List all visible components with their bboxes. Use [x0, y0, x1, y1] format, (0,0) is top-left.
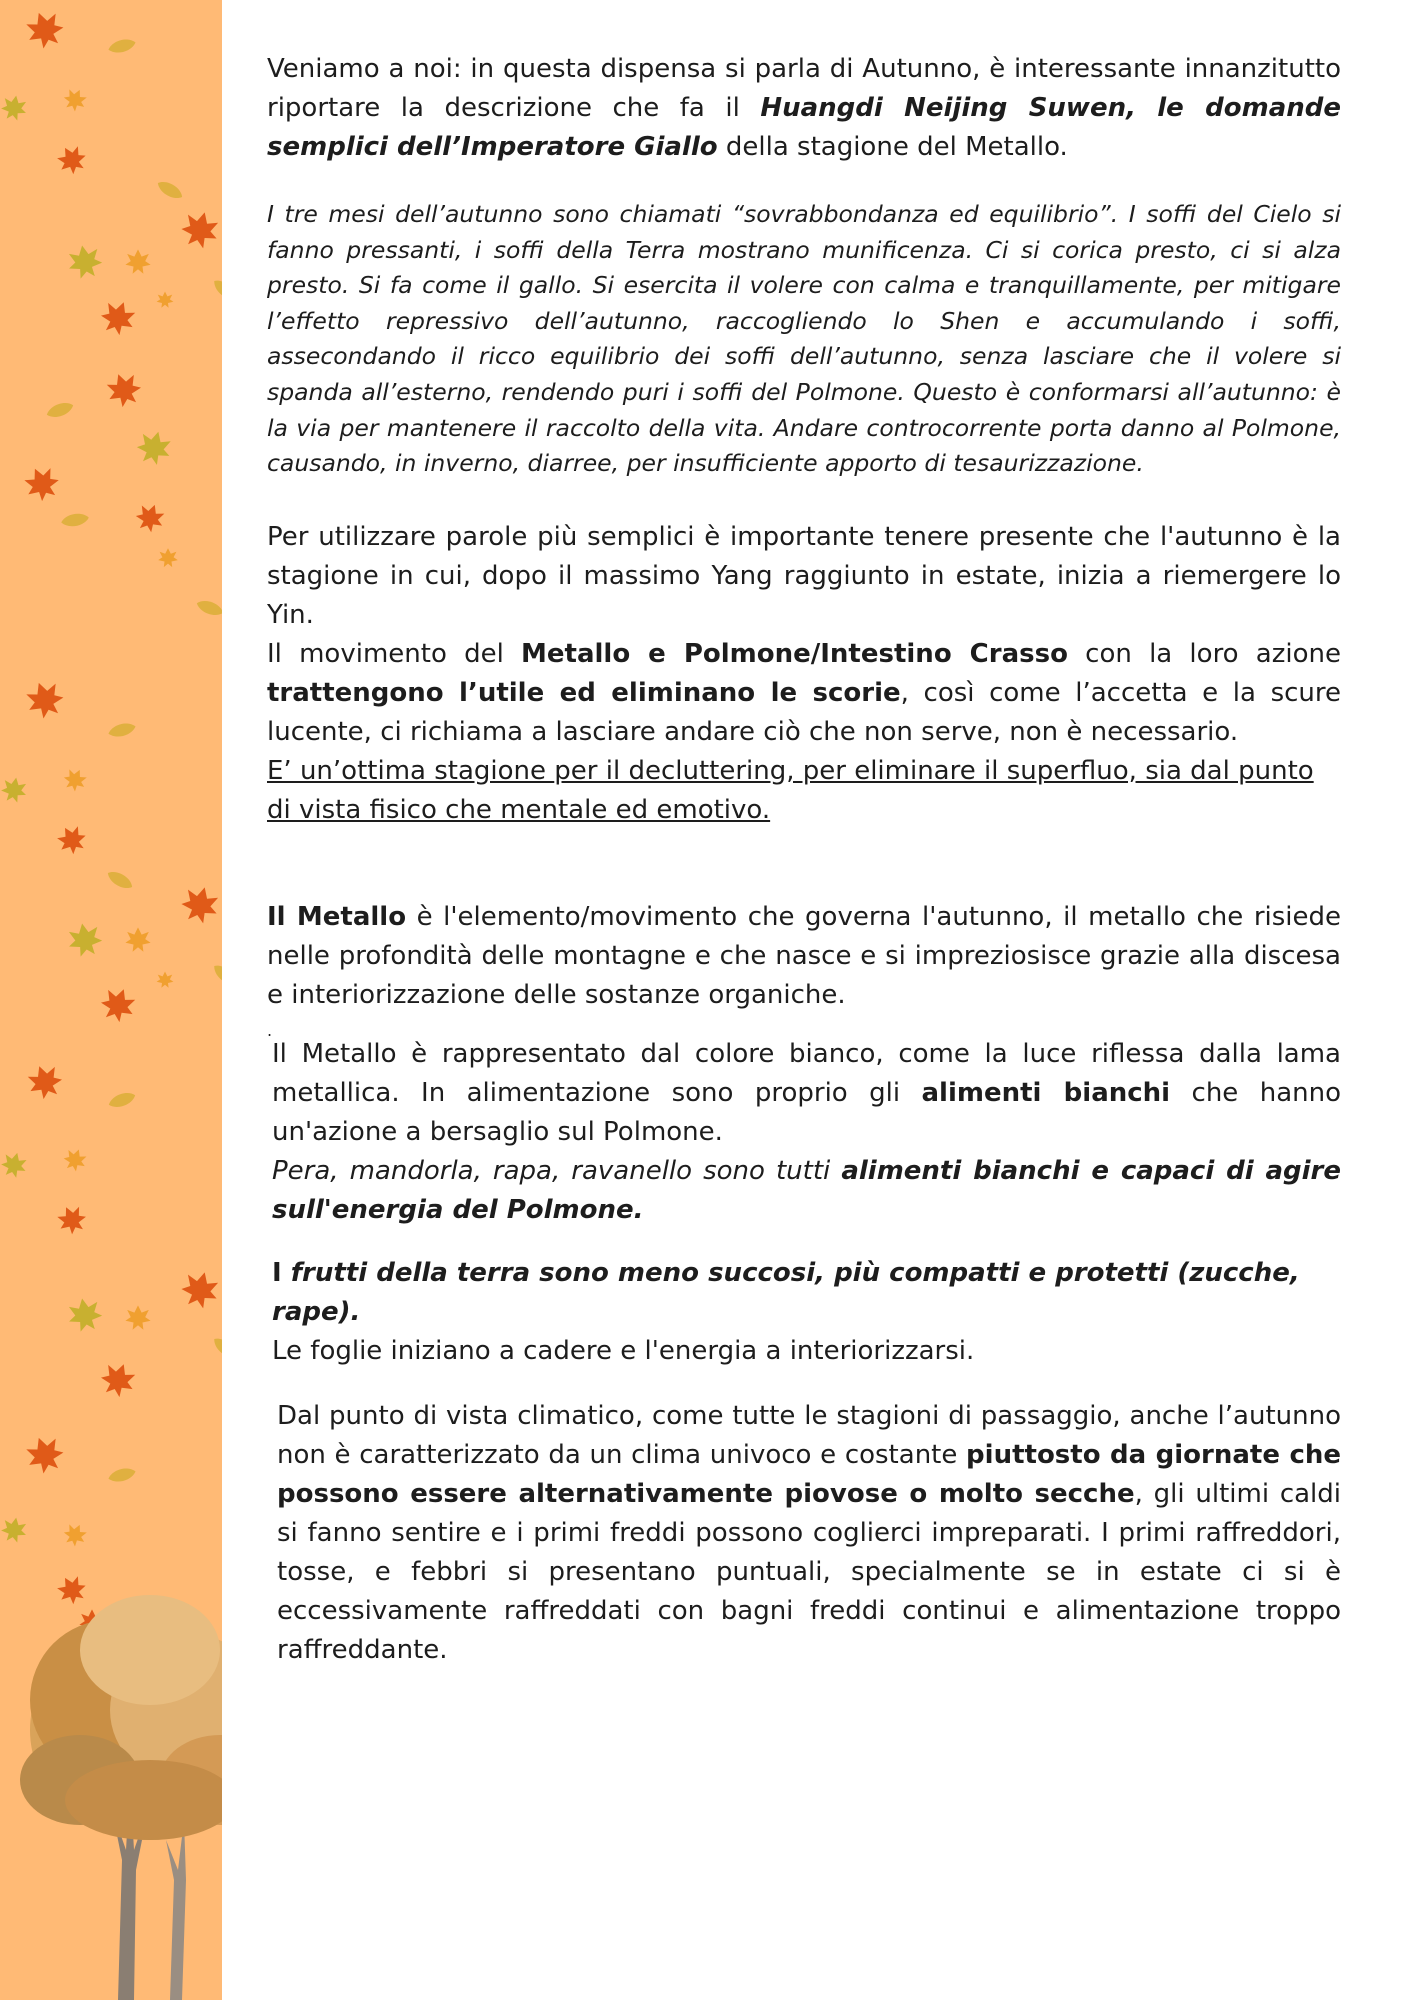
autumn-sidebar — [0, 0, 222, 2000]
fruits-paragraph: I frutti della terra sono meno succosi, più compatti e protetti (zucche, rape). — [272, 1257, 1300, 1327]
white-color-paragraph: Il Metallo è rappresentato dal colore bianco, come la luce riflessa dalla lama metallica. In alimentazione sono proprio gli alimenti bianchi che hanno un'azione a bersaglio sul Polmone. — [272, 1038, 1341, 1147]
metal-element-paragraph: Il Metallo è l'elemento/movimento che governa l'autunno, il metallo che risiede nelle profondità delle montagne e che nasce e si impreziosisce grazie alla discesa e interiorizzazione delle sostanze organiche. — [267, 901, 1341, 1010]
intro-paragraph: Veniamo a noi: in questa dispensa si parla di Autunno, è interessante innanzitutto riportare la descrizione che fa il Huangdi Neijing Suwen, le domande semplici dell’Imperatore Giallo della stagione del Metallo. — [267, 54, 1341, 162]
white-foods-section — [272, 1035, 1341, 1371]
decluttering-underlined: per il decluttering, per eliminare il superfluo, sia dal punto di vista fisico che mentale ed emotivo. — [267, 755, 1314, 825]
climate-paragraph: Dal punto di vista climatico, come tutte le stagioni di passaggio, anche l’autunno non è caratterizzato da un clima univoco e costante piuttosto da giornate che possono essere alternativamente piovose o molto secche, gli ultimi caldi si fanno sentire e i primi freddi possono coglierci impreparati. I primi raffreddori, tosse, e febbri si presentano puntuali, specialmente se in estate ci si è eccessivamente raffreddati con bagni freddi continui e alimentazione troppo raffreddante. — [277, 1400, 1342, 1665]
stray-dot: . — [267, 1020, 273, 1040]
simple-explanation: Per utilizzare parole più semplici è importante tenere presente che l'autunno è la stagione in cui, dopo il massimo Yang raggiunto in estate, inizia a riemergere lo Yin. — [267, 521, 1341, 630]
document-body — [267, 50, 1341, 1670]
climate-section — [277, 1397, 1341, 1670]
autumn-tree-image — [0, 1580, 222, 2000]
decluttering-paragraph: E’ un’ottima stagione per il decluttering, per eliminare il superfluo, sia dal punto di vista fisico che mentale ed emotivo. — [267, 755, 1314, 825]
classic-quote: I tre mesi dell’autunno sono chiamati “sovrabbondanza ed equilibrio”. I soffi del Cielo si fanno pressanti, i soffi della Terra mostrano munificenza. Ci si corica presto, ci si alza presto. Si fa come il gallo. Si esercita il volere con calma e tranquillamente, per mitigare l’effetto repressivo dell’autunno, raccogliendo lo Shen e accumulando i soffi, assecondando il ricco equilibrio dei soffi dell’autunno, senza lasciare che il volere si spanda all’esterno, rendendo puri i soffi del Polmone. Questo è conformarsi all’autunno: è la via per mantenere il raccolto della vita. Andare controcorrente porta danno al Polmone, causando, in inverno, diarree, per insufficiente apporto di tesaurizzazione. — [267, 200, 1341, 478]
leaf-cluster-2 — [0, 677, 222, 1406]
source-title: Huangdi Neijing Suwen, le domande semplici dell’Imperatore Giallo — [267, 93, 1341, 162]
white-foods-list: Pera, mandorla, rapa, ravanello sono tutti alimenti bianchi e capaci di agire sull'energia del Polmone. — [272, 1155, 1341, 1225]
leaf-cluster-1 — [0, 7, 222, 619]
leaves-paragraph: Le foglie iniziano a cadere e l'energia a interiorizzarsi. — [272, 1335, 975, 1366]
metal-movement-paragraph: Il movimento del Metallo e Polmone/Intestino Crasso con la loro azione trattengono l’utile ed eliminano le scorie, così come l’accetta e la scure lucente, ci richiama a lasciare andare ciò che non serve, non è necessario. — [267, 638, 1342, 747]
